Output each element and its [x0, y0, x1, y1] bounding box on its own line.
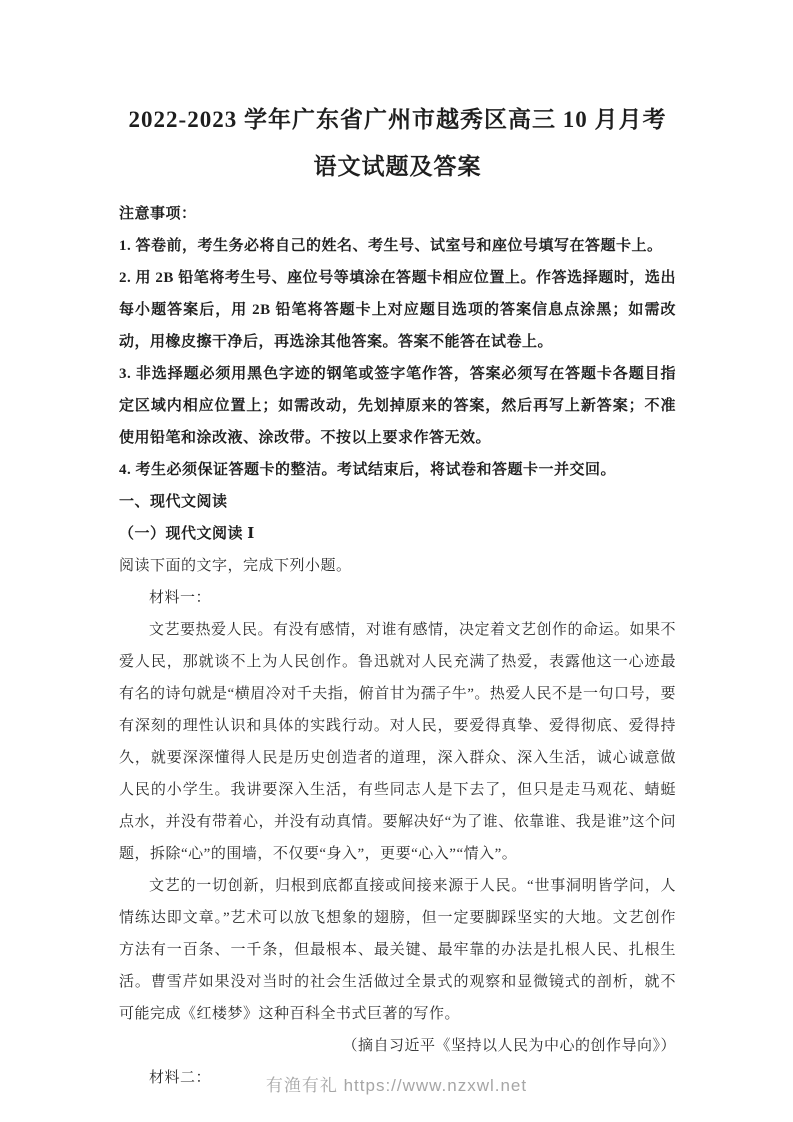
reading-instruction: 阅读下面的文字，完成下列小题。: [119, 558, 352, 574]
notice-item-2: 2. 用 2B 铅笔将考生号、座位号等填涂在答题卡相应位置上。作答选择题时，选出每小题答案后，用 2B 铅笔将答题卡上对应题目选项的答案信息点涂黑；如需改动，用橡皮擦干净后，再选涂其他答案。答案不能答在试卷上。: [119, 270, 676, 350]
document-title: 2022-2023 学年广东省广州市越秀区高三 10 月月考语文试题及答案: [128, 107, 667, 179]
notice-item-4: 4. 考生必须保证答题卡的整洁。考试结束后，将试卷和答题卡一并交回。: [119, 462, 617, 478]
watermark-footer: [0, 1071, 793, 1096]
section-heading-modern-reading: 一、现代文阅读: [119, 494, 228, 510]
watermark-text: 有渔有礼 https://www.nzxwl.net: [265, 1076, 528, 1095]
material-1-label: 材料一：: [149, 590, 212, 606]
material-1-paragraph-1: 文艺要热爱人民。有没有感情，对谁有感情，决定着文艺创作的命运。如果不爱人民，那就谈不上为人民创作。鲁迅就对人民充满了热爱，表露他这一心迹最有名的诗句就是“横眉冷对千夫指，俯首甘为孺子牛”。热爱人民不是一句口号，要有深刻的理性认识和具体的实践行动。对人民，要爱得真挚、爱得彻底、爱得持久，就要深深懂得人民是历史创造者的道理，深入群众、深入生活，诚心诚意做人民的小学生。我讲要深入生活，有些同志人是下去了，但只是走马观花、蜻蜓点水，并没有带着心，并没有动真情。要解决好“为了谁、依靠谁、我是谁”这个问题，拆除“心”的围墙，不仅要“身入”，更要“心入”“情入”。: [119, 622, 677, 862]
notices-heading: 注意事项：: [119, 206, 197, 222]
notice-item-3: 3. 非选择题必须用黑色字迹的钢笔或签字笔作答，答案必须写在答题卡各题目指定区域内相应位置上；如需改动，先划掉原来的答案，然后再写上新答案；不准使用铅笔和涂改液、涂改带。不按以上要求作答无效。: [119, 366, 676, 446]
material-2-label: 材料二：: [149, 1070, 212, 1086]
notice-item-1: 1. 答卷前，考生务必将自己的姓名、考生号、试室号和座位号填写在答题卡上。: [119, 238, 663, 254]
document-body: [119, 198, 676, 1094]
material-1-attribution: （摘自习近平《坚持以人民为中心的创作导向》）: [342, 1038, 676, 1054]
subsection-heading-reading-1: （一）现代文阅读 Ⅰ: [119, 526, 255, 542]
material-1-paragraph-2: 文艺的一切创新，归根到底都直接或间接来源于人民。“世事洞明皆学问，人情练达即文章。”艺术可以放飞想象的翅膀，但一定要脚踩坚实的大地。文艺创作方法有一百条、一千条，但最根本、最关键、最牢靠的办法是扎根人民、扎根生活。曹雪芹如果没对当时的社会生活做过全景式的观察和显微镜式的剖析，就不可能完成《红楼梦》这种百科全书式巨著的写作。: [119, 878, 676, 1022]
